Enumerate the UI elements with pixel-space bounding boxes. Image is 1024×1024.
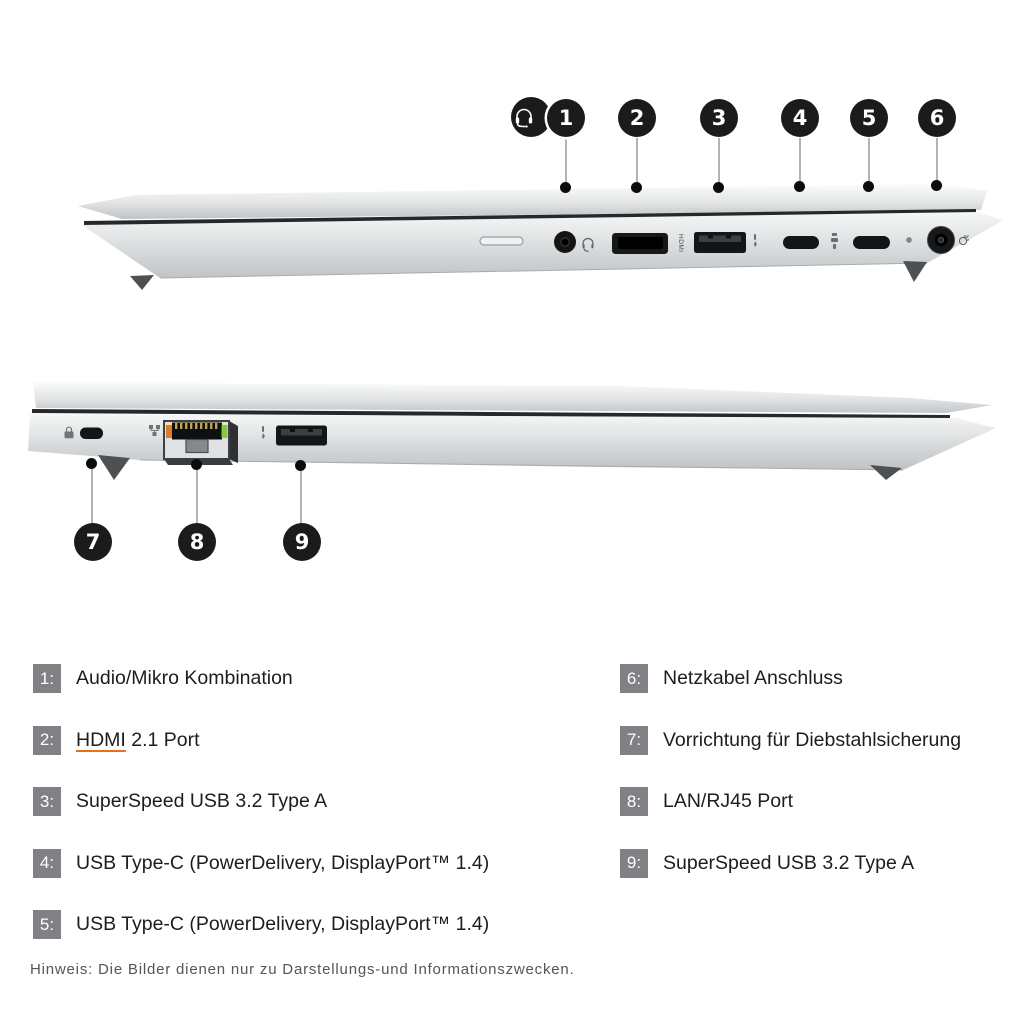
audio-combo-jack [554, 231, 576, 253]
legend-label-2 [76, 729, 200, 752]
leader-line-5 [868, 138, 870, 183]
callout-1: 1 [547, 99, 585, 137]
legend-label-4: USB Type-C (PowerDelivery, DisplayPort™ 1.4) [76, 851, 490, 874]
legend-item-2 [33, 726, 489, 755]
callout-5: 5 [850, 99, 888, 137]
laptop-left-side-view [0, 375, 1024, 505]
legend-item-7 [620, 726, 961, 755]
legend-item-9 [620, 849, 961, 878]
legend-badge-7: 7: [620, 726, 648, 755]
headset-icon [511, 104, 537, 130]
edge-dot-2 [631, 182, 642, 193]
edge-dot-7 [86, 458, 97, 469]
edge-dot-1 [560, 182, 571, 193]
edge-dot-4 [794, 181, 805, 192]
legend-badge-6: 6: [620, 664, 648, 693]
kensington-slot [80, 428, 103, 440]
legend-label-6: Netzkabel Anschluss [663, 667, 843, 689]
legend-item-8 [620, 787, 961, 816]
status-led [907, 238, 912, 243]
legend-badge-1: 1: [33, 664, 61, 693]
leader-line-1 [565, 138, 567, 184]
leader-line-7 [91, 469, 93, 524]
headset-callout [511, 97, 551, 137]
callout-4: 4 [781, 99, 819, 137]
legend-label-1: Audio/Mikro Kombination [76, 667, 293, 689]
legend-item-6 [620, 664, 961, 693]
leader-line-4 [799, 138, 801, 183]
rubber-foot [130, 275, 154, 290]
rj45-port [164, 421, 238, 465]
hdmi-link[interactable]: HDMI [76, 728, 126, 751]
legend-label-2-rest: 2.1 Port [125, 728, 200, 751]
edge-dot-5 [863, 181, 874, 192]
legend-item-3 [33, 787, 489, 816]
edge-dot-8 [191, 459, 202, 470]
edge-dot-3 [713, 182, 724, 193]
callout-8: 8 [178, 523, 216, 561]
footnote: Hinweis: Die Bilder dienen nur zu Darstellungs-und Informationszwecken. [30, 961, 575, 978]
legend-item-5 [33, 910, 489, 939]
power-port [928, 227, 955, 254]
leader-line-3 [718, 138, 720, 184]
callout-9: 9 [283, 523, 321, 561]
usb-c-port-1 [783, 236, 819, 249]
hdmi-port-label: HDMI [677, 234, 684, 253]
rubber-foot [903, 261, 927, 282]
legend-badge-3: 3: [33, 787, 61, 816]
legend-badge-2: 2: [33, 726, 61, 755]
rj45-led-green [222, 425, 228, 438]
callout-2: 2 [618, 99, 656, 137]
usb-a-port [694, 232, 746, 253]
legend-item-1 [33, 664, 489, 693]
legend-column-left [33, 664, 489, 972]
callout-6: 6 [918, 99, 956, 137]
leader-line-9 [300, 471, 302, 524]
legend-label-5: USB Type-C (PowerDelivery, DisplayPort™ 1.4) [76, 913, 490, 935]
callout-3: 3 [700, 99, 738, 137]
legend-badge-5: 5: [33, 910, 61, 939]
edge-dot-9 [295, 460, 306, 471]
rubber-foot [98, 455, 130, 480]
legend-label-9: SuperSpeed USB 3.2 Type A [663, 851, 915, 874]
legend-item-4 [33, 849, 489, 878]
legend-badge-4: 4: [33, 849, 61, 878]
legend-badge-9: 9: [620, 849, 648, 878]
leader-line-2 [636, 138, 638, 184]
rj45-led-orange [166, 425, 172, 438]
legend-badge-8: 8: [620, 787, 648, 816]
usb-a-port [276, 426, 327, 446]
leader-line-8 [196, 470, 198, 524]
legend-column-right [620, 664, 961, 910]
callout-7: 7 [74, 523, 112, 561]
legend-label-8: LAN/RJ45 Port [663, 790, 794, 812]
laptop-lid [33, 382, 992, 413]
usb-c-port-2 [853, 236, 890, 249]
legend-label-3: SuperSpeed USB 3.2 Type A [76, 790, 328, 812]
hdmi-port [612, 233, 668, 254]
edge-dot-6 [931, 180, 942, 191]
legend-label-7: Vorrichtung für Diebstahlsicherung [663, 728, 962, 751]
nano-sim-slot [480, 237, 523, 245]
leader-line-6 [936, 138, 938, 182]
laptop-right-side-view [0, 180, 1024, 300]
